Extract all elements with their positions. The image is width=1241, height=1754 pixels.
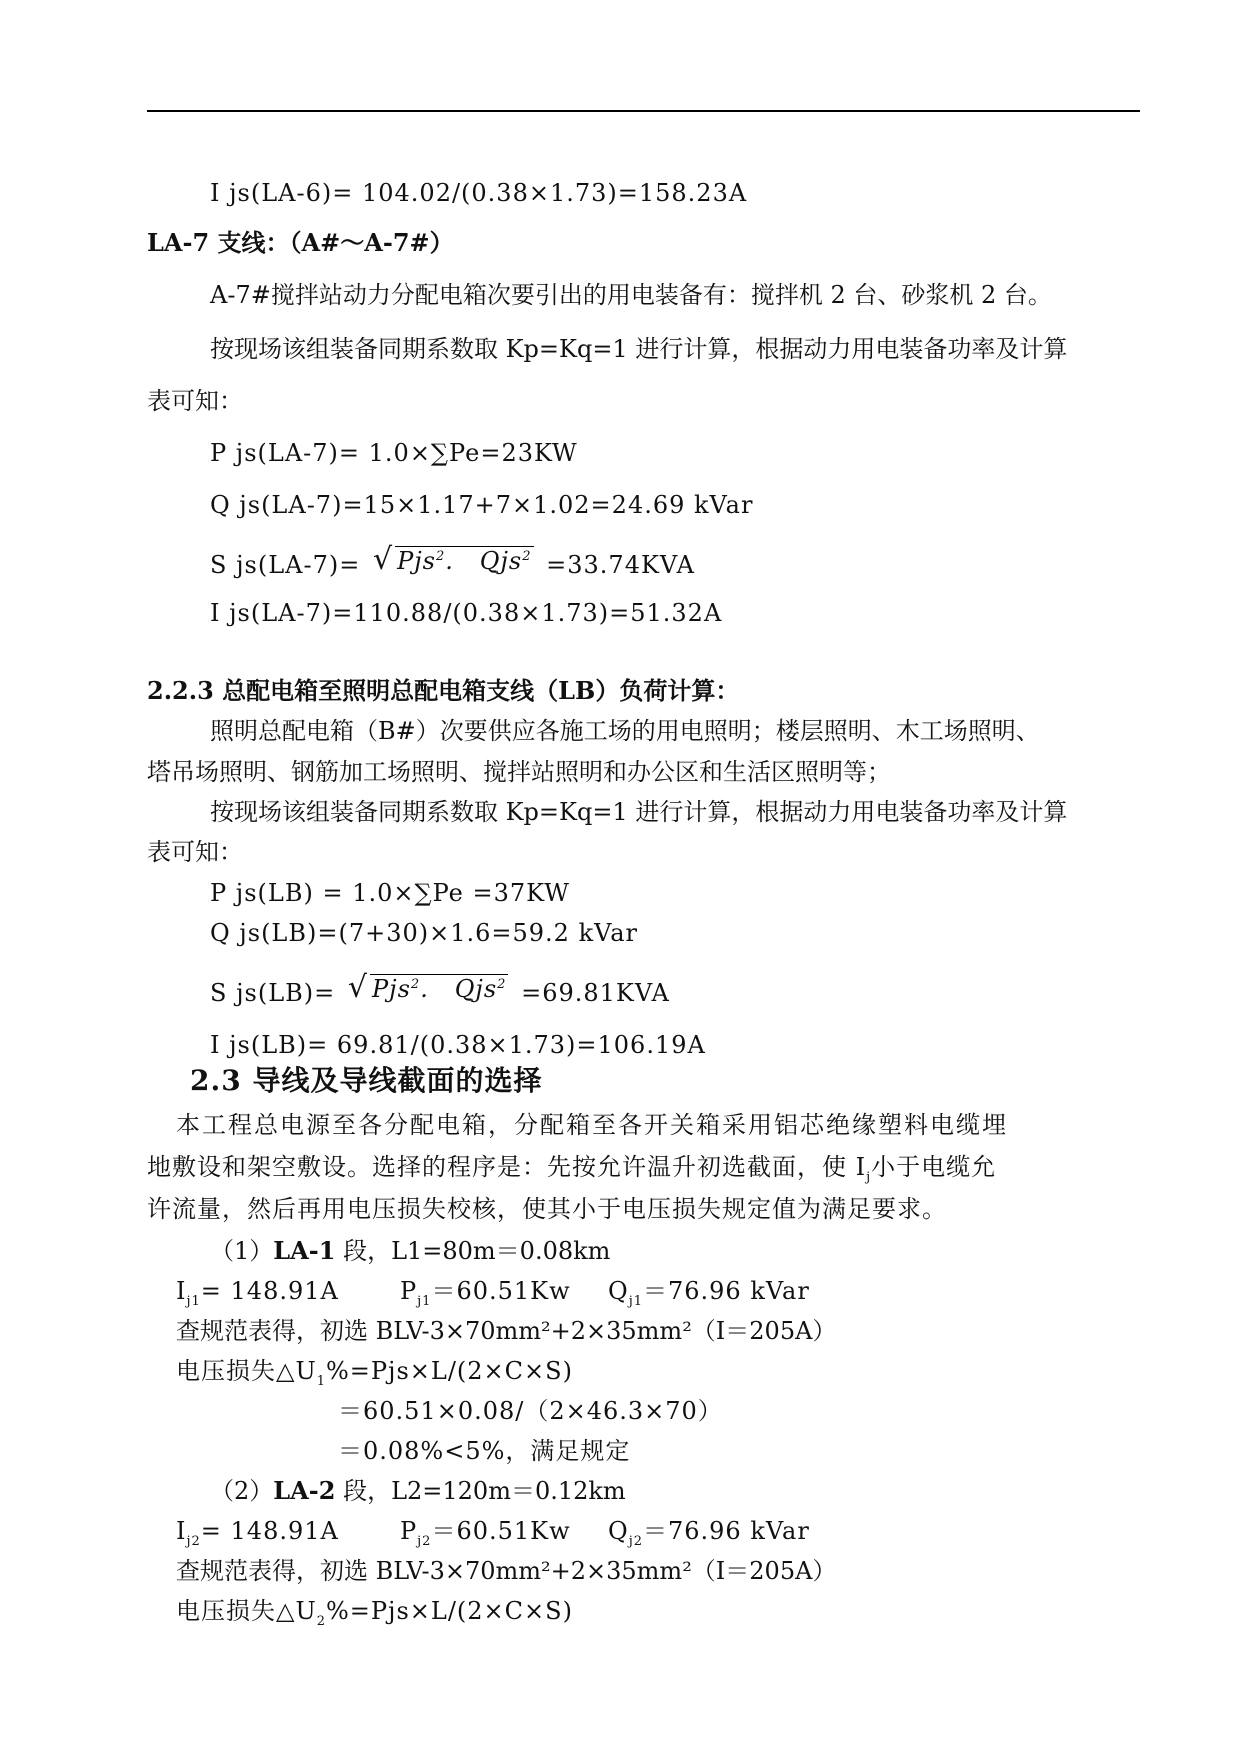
seg1-q: $Q_{j1}=76.96$ kVar <box>608 1277 810 1309</box>
la7-sjs-prefix: S js(LA-7)= <box>210 551 361 579</box>
seg2-title: （2）LA-2 段，L2=120m＝0.12km <box>210 1476 626 1505</box>
lb-para-line1: 照明总配电箱（B#）次要供应各施工场的用电照明；楼层照明、木工场照明、 <box>210 717 1040 745</box>
lb-sjs-result: =69.81KVA <box>521 979 670 1007</box>
la7-desc: A-7#搅拌站动力分配电箱次要引出的用电装备有：搅拌机 2 台、砂浆机 2 台。 <box>210 281 1052 309</box>
lb-sqrt-formula: √ Pjs$^2$. Qjs$^2$ <box>347 970 507 1005</box>
la7-sjs-result: =33.74KVA <box>546 551 695 579</box>
seg1-calc1: ＝60.51×0.08/（2×46.3×70） <box>338 1397 723 1425</box>
lb-sjs <box>210 970 670 1008</box>
la7-ijs: I js(LA-7)=110.88/(0.38×1.73)=51.32A <box>210 599 723 627</box>
la7-pjs: P js(LA-7)= 1.0×∑Pe=23KW <box>210 439 578 467</box>
seg2-drop: 电压损失$\triangle U_2\%=Pjs\times L/(2\times C\times S)$ <box>176 1597 573 1629</box>
seg1-drop: 电压损失$\triangle U_1\%=Pjs\times L/(2\times C\times S)$ <box>176 1357 573 1389</box>
la7-heading: LA-7 支线：（A#～A-7#） <box>147 228 454 257</box>
la6-ijs: I js(LA-6)= 104.02/(0.38×1.73)=158.23A <box>210 179 748 207</box>
la7-sjs <box>210 542 695 580</box>
s23-para-line2: 地敷设和架空敷设。选择的程序是：先按允许温升初选截面，使 $I_j$小于电缆允 <box>147 1153 997 1185</box>
la7-coef-line1: 按现场该组装备同期系数取 Kp=Kq=1 进行计算，根据动力用电装备功率及计算 <box>210 335 1068 363</box>
lb-ijs: I js(LB)= 69.81/(0.38×1.73)=106.19A <box>210 1031 706 1059</box>
lb-sjs-prefix: S js(LB)= <box>210 979 336 1007</box>
lb-pjs: P js(LB) = 1.0×∑Pe =37KW <box>210 879 570 907</box>
s23-heading: 2.3 导线及导线截面的选择 <box>190 1064 543 1097</box>
lb-qjs: Q js(LB)=(7+30)×1.6=59.2 kVar <box>210 919 639 947</box>
lb-coef-line1: 按现场该组装备同期系数取 Kp=Kq=1 进行计算，根据动力用电装备功率及计算 <box>210 798 1068 826</box>
lb-coef-line2: 表可知： <box>147 838 243 866</box>
la7-coef-line2: 表可知： <box>147 387 243 415</box>
seg1-p: $P_{j1}=60.51Kw$ <box>400 1277 571 1309</box>
lb-para-line2: 塔吊场照明、钢筋加工场照明、搅拌站照明和办公区和生活区照明等； <box>147 758 891 786</box>
seg2-i: $I_{j2}= 148.91A$ <box>176 1517 339 1549</box>
seg1-i: $I_{j1}= 148.91A$ <box>176 1277 339 1309</box>
seg1-title: （1）LA-1 段，L1=80m＝0.08km <box>210 1236 611 1265</box>
la7-qjs: Q js(LA-7)=15×1.17+7×1.02=24.69 kVar <box>210 491 754 519</box>
seg1-table: 查规范表得，初选 BLV-3×70mm²+2×35mm²（I＝205A） <box>176 1317 837 1345</box>
header-rule <box>147 110 1140 112</box>
seg2-table: 查规范表得，初选 BLV-3×70mm²+2×35mm²（I＝205A） <box>176 1557 837 1585</box>
seg2-q: $Q_{j2}=76.96$ kVar <box>608 1517 810 1549</box>
s23-para-line3: 许流量，然后再用电压损失校核，使其小于电压损失规定值为满足要求。 <box>147 1195 947 1223</box>
seg1-calc2: ＝0.08%<5%，满足规定 <box>338 1437 631 1465</box>
la7-sqrt-formula: √ Pjs$^2$. Qjs$^2$ <box>372 542 532 577</box>
lb-heading: 2.2.3 总配电箱至照明总配电箱支线（LB）负荷计算： <box>147 676 740 705</box>
seg2-p: $P_{j2}=60.51Kw$ <box>400 1517 571 1549</box>
s23-para-line1: 本工程总电源至各分配电箱，分配箱至各开关箱采用铝芯绝缘塑料电缆埋 <box>176 1111 1008 1139</box>
